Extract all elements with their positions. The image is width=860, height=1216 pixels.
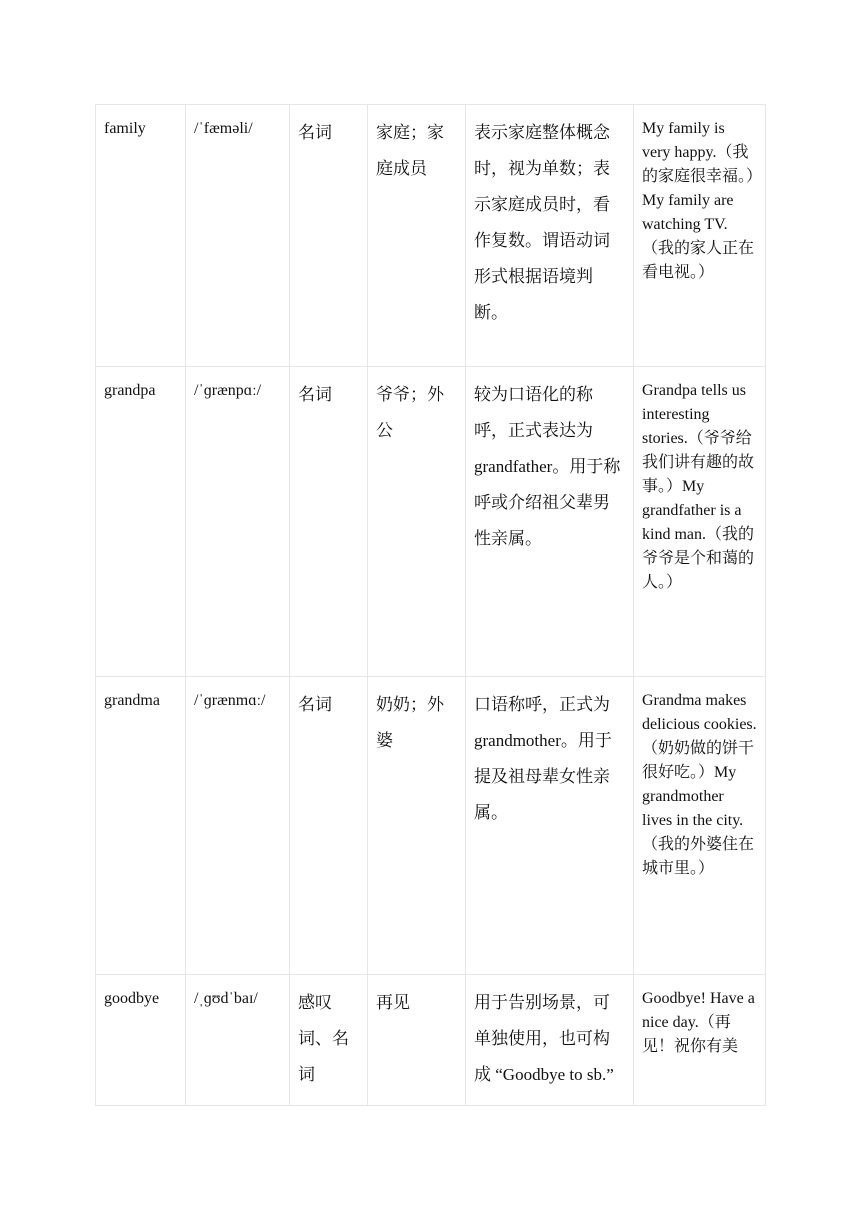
table-row bbox=[96, 975, 766, 1106]
part-of-speech-cell: 名词 bbox=[290, 367, 368, 677]
word-cell: family bbox=[96, 105, 186, 367]
example-cell: Grandpa tells us interesting stories.（爷爷给我们讲有趣的故事。）My grandfather is a kind man.（我的爷爷是个和蔼的人。） bbox=[634, 367, 766, 677]
phonetic-cell: /ˈɡrænmɑː/ bbox=[186, 677, 290, 975]
word-cell: goodbye bbox=[96, 975, 186, 1106]
word-cell: grandpa bbox=[96, 367, 186, 677]
example-cell: Goodbye! Have a nice day.（再见！祝你有美 bbox=[634, 975, 766, 1106]
part-of-speech-cell: 感叹词、名词 bbox=[290, 975, 368, 1106]
usage-cell: 表示家庭整体概念时，视为单数；表示家庭成员时，看作复数。谓语动词形式根据语境判断。 bbox=[466, 105, 634, 367]
meaning-cell: 家庭；家庭成员 bbox=[368, 105, 466, 367]
vocabulary-table bbox=[95, 104, 766, 1106]
meaning-cell: 爷爷；外公 bbox=[368, 367, 466, 677]
part-of-speech-cell: 名词 bbox=[290, 105, 368, 367]
usage-cell: 用于告别场景，可单独使用，也可构成 “Goodbye to sb.” bbox=[466, 975, 634, 1106]
phonetic-cell: /ˌɡʊdˈbaɪ/ bbox=[186, 975, 290, 1106]
usage-cell: 口语称呼，正式为 grandmother。用于提及祖母辈女性亲属。 bbox=[466, 677, 634, 975]
phonetic-cell: /ˈɡrænpɑː/ bbox=[186, 367, 290, 677]
example-cell: My family is very happy.（我的家庭很幸福。）My family are watching TV.（我的家人正在看电视。） bbox=[634, 105, 766, 367]
example-cell: Grandma makes delicious cookies.（奶奶做的饼干很好吃。）My grandmother lives in the city.（我的外婆住在城市里。） bbox=[634, 677, 766, 975]
meaning-cell: 再见 bbox=[368, 975, 466, 1106]
table-row bbox=[96, 105, 766, 367]
word-cell: grandma bbox=[96, 677, 186, 975]
meaning-cell: 奶奶；外婆 bbox=[368, 677, 466, 975]
table-row bbox=[96, 677, 766, 975]
usage-cell: 较为口语化的称呼，正式表达为 grandfather。用于称呼或介绍祖父辈男性亲属。 bbox=[466, 367, 634, 677]
phonetic-cell: /ˈfæməli/ bbox=[186, 105, 290, 367]
part-of-speech-cell: 名词 bbox=[290, 677, 368, 975]
table-row bbox=[96, 367, 766, 677]
